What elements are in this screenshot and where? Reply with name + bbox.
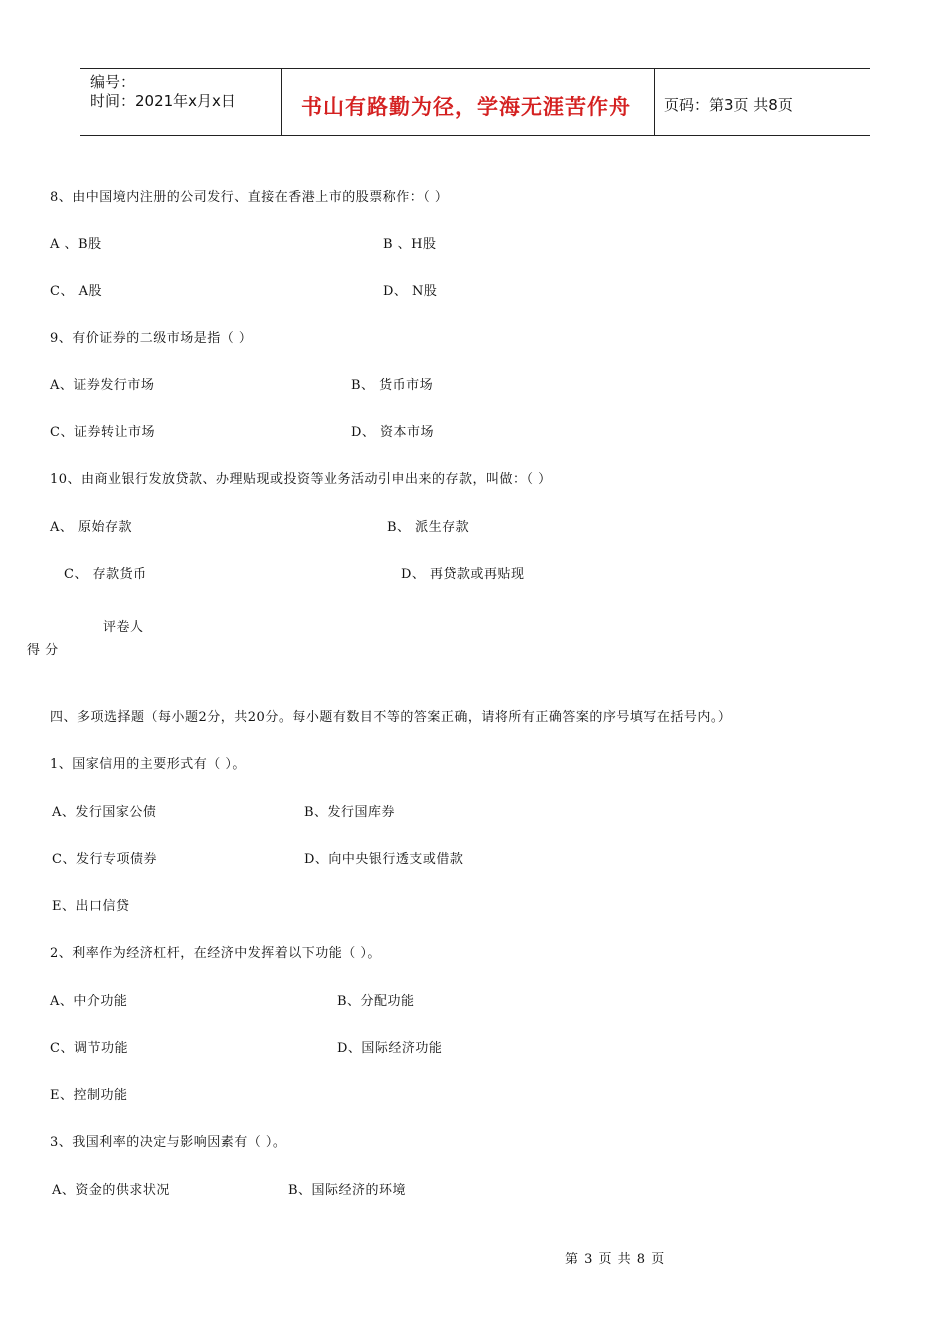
- header-bottom-rule: [80, 135, 870, 136]
- mc-question-1-option-e: E、出口信贷: [52, 899, 130, 914]
- header-page-code: 页码：第3页 共8页: [664, 96, 793, 114]
- section-4-title: 四、多项选择题（每小题2分，共20分。每小题有数目不等的答案正确，请将所有正确答案的序号填写在括号内。）: [50, 710, 732, 725]
- question-9-option-d: D、 资本市场: [351, 425, 435, 440]
- score-label: 得 分: [27, 643, 59, 658]
- mc-question-3-stem: 3、我国利率的决定与影响因素有（ ）。: [50, 1135, 287, 1150]
- header-divider-right: [654, 68, 655, 136]
- mc-question-2-option-d: D、国际经济功能: [337, 1041, 443, 1056]
- question-8-option-a: A 、B股: [50, 237, 102, 252]
- question-9-option-c: C、证券转让市场: [50, 425, 155, 440]
- reviewer-label: 评卷人: [103, 620, 144, 635]
- question-10-option-a: A、 原始存款: [50, 520, 133, 535]
- question-8-option-d: D、 N股: [383, 284, 438, 299]
- header-motto: 书山有路勤为径，学海无涯苦作舟: [301, 95, 631, 119]
- mc-question-3-option-a: A、资金的供求状况: [52, 1183, 170, 1198]
- question-9-option-a: A、证券发行市场: [50, 378, 155, 393]
- mc-question-3-option-b: B、国际经济的环境: [288, 1183, 407, 1198]
- question-8-stem: 8、由中国境内注册的公司发行、直接在香港上市的股票称作：（ ）: [50, 190, 449, 205]
- question-10-option-d: D、 再贷款或再贴现: [401, 567, 525, 582]
- mc-question-2-option-c: C、调节功能: [50, 1041, 128, 1056]
- mc-question-1-option-d: D、向中央银行透支或借款: [304, 852, 464, 867]
- question-10-stem: 10、由商业银行发放贷款、办理贴现或投资等业务活动引申出来的存款，叫做：（ ）: [50, 472, 552, 487]
- question-9-option-b: B、 货币市场: [351, 378, 434, 393]
- mc-question-2-stem: 2、利率作为经济杠杆，在经济中发挥着以下功能（ ）。: [50, 946, 381, 961]
- mc-question-2-option-e: E、控制功能: [50, 1088, 128, 1103]
- question-10-option-c: C、 存款货币: [64, 567, 147, 582]
- question-10-option-b: B、 派生存款: [387, 520, 470, 535]
- question-9-stem: 9、有价证券的二级市场是指（ ）: [50, 331, 253, 346]
- header-divider-left: [281, 68, 282, 136]
- mc-question-2-option-b: B、分配功能: [337, 994, 415, 1009]
- footer-page-number: 第 3 页 共 8 页: [565, 1252, 666, 1267]
- header-top-rule: [80, 68, 870, 69]
- question-8-option-c: C、 A股: [50, 284, 102, 299]
- header-number-label: 编号：: [90, 73, 136, 91]
- mc-question-1-option-c: C、发行专项债券: [52, 852, 157, 867]
- mc-question-1-stem: 1、国家信用的主要形式有（ ）。: [50, 757, 246, 772]
- mc-question-1-option-a: A、发行国家公债: [52, 805, 157, 820]
- header-time-label: 时间：2021年x月x日: [90, 92, 236, 110]
- question-8-option-b: B 、H股: [383, 237, 437, 252]
- mc-question-1-option-b: B、发行国库券: [304, 805, 396, 820]
- mc-question-2-option-a: A、中介功能: [50, 994, 128, 1009]
